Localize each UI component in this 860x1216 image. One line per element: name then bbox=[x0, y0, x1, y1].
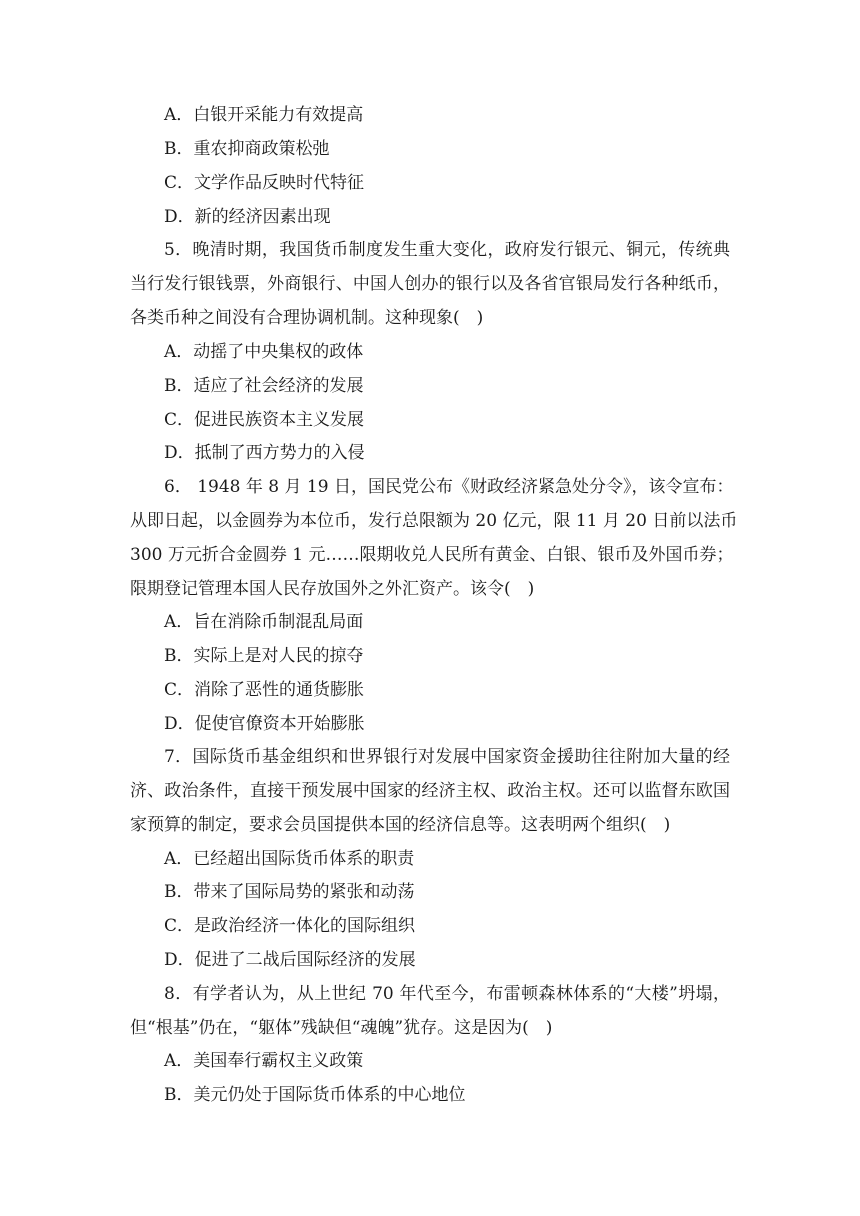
q7-option-d: D．促进了二战后国际经济的发展 bbox=[164, 950, 416, 970]
q5-option-d: D．抵制了西方势力的入侵 bbox=[164, 443, 365, 463]
q7-option-c: C．是政治经济一体化的国际组织 bbox=[164, 916, 416, 936]
q7-option-a: A．已经超出国际货币体系的职责 bbox=[164, 849, 415, 869]
q8-option-b: B．美元仍处于国际货币体系的中心地位 bbox=[164, 1085, 466, 1105]
q8-option-a: A．美国奉行霸权主义政策 bbox=[164, 1051, 364, 1071]
q4-option-d: D．新的经济因素出现 bbox=[164, 207, 331, 227]
q6-option-d: D．促使官僚资本开始膨胀 bbox=[164, 714, 365, 734]
q6-option-c: C．消除了恶性的通货膨胀 bbox=[164, 680, 365, 700]
q4-option-c: C．文学作品反映时代特征 bbox=[164, 173, 365, 193]
q4-option-b: B．重农抑商政策松弛 bbox=[164, 139, 330, 159]
q5-option-b: B．适应了社会经济的发展 bbox=[164, 376, 364, 396]
q5-stem-line-2: 当行发行银钱票，外商银行、中国人创办的银行以及各省官银局发行各种纸币， bbox=[130, 274, 730, 294]
q7-stem-line-2: 济、政治条件，直接干预发展中国家的经济主权、政治主权。还可以监督东欧国 bbox=[130, 781, 730, 801]
q6-stem-line-1: 6． 1948 年 8 月 19 日，国民党公布《财政经济紧急处分令》，该令宣布： bbox=[164, 477, 734, 497]
q6-option-b: B．实际上是对人民的掠夺 bbox=[164, 646, 364, 666]
q5-option-c: C．促进民族资本主义发展 bbox=[164, 410, 365, 430]
q8-stem-line-1: 8．有学者认为，从上世纪 70 年代至今，布雷顿森林体系的“大楼”坍塌， bbox=[164, 984, 730, 1004]
q5-stem-line-1: 5．晚清时期，我国货币制度发生重大变化，政府发行银元、铜元，传统典 bbox=[164, 240, 730, 260]
q8-stem-line-2: 但“根基”仍在，“躯体”残缺但“魂魄”犹存。这是因为( ) bbox=[130, 1018, 553, 1038]
q7-stem-line-1: 7．国际货币基金组织和世界银行对发展中国家资金援助往往附加大量的经 bbox=[164, 747, 730, 767]
q6-option-a: A．旨在消除币制混乱局面 bbox=[164, 612, 364, 632]
q4-option-a: A．白银开采能力有效提高 bbox=[164, 105, 364, 125]
q6-stem-line-4: 限期登记管理本国人民存放国外之外汇资产。该令( ) bbox=[130, 579, 535, 599]
q7-option-b: B．带来了国际局势的紧张和动荡 bbox=[164, 882, 415, 902]
q6-stem-line-2: 从即日起，以金圆券为本位币，发行总限额为 20 亿元，限 11 月 20 日前以法币 bbox=[130, 511, 738, 531]
q5-option-a: A．动摇了中央集权的政体 bbox=[164, 342, 364, 362]
q6-stem-line-3: 300 万元折合金圆券 1 元……限期收兑人民所有黄金、白银、银币及外国币券； bbox=[130, 545, 734, 565]
q5-stem-line-3: 各类币种之间没有合理协调机制。这种现象( ) bbox=[130, 308, 484, 328]
q7-stem-line-3: 家预算的制定，要求会员国提供本国的经济信息等。这表明两个组织( ) bbox=[130, 815, 671, 835]
